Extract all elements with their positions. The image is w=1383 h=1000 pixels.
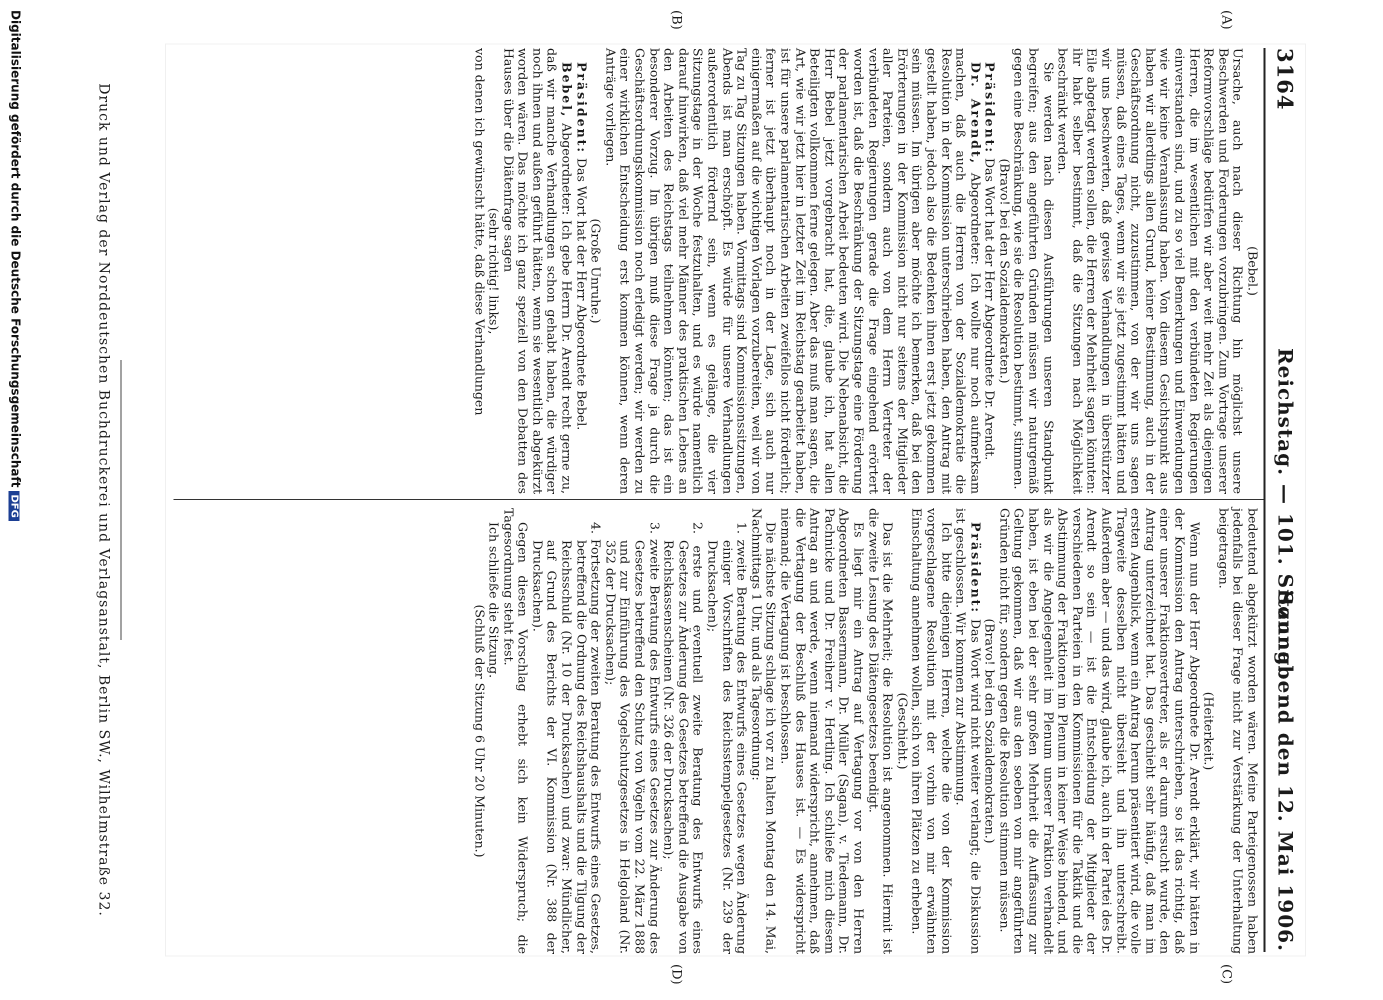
dfg-logo: DFG xyxy=(8,491,19,520)
reaction: (Heiterkeit.) xyxy=(1201,691,1217,771)
speech-text: Das Wort hat der Herr Abgeordnete Dr. Arendt. xyxy=(982,158,998,461)
header-rule xyxy=(1263,48,1265,952)
speech-text: Das Wort hat der Herr Abgeordnete Bebel. xyxy=(573,158,589,431)
paragraph: Sie werden nach diesen Ausführungen unseren Standpunkt begreifen; aus den angeführten Gründen müssen wir naturgemäß gegen eine Beschränkung, wie sie die Resolution bestimmt, stimmen. xyxy=(1011,48,1056,494)
paragraph: Es liegt mir ein Antrag auf Vertagung vor von den Herren Abgeordneten Bassermann, Dr. Müller (Sagan), v. Tiedemann, Dr. Pachnicke und Dr. Freiherr v. Hertling. Ich schließe mich diesem Antrag an und werde, wenn niemand widerspricht, annehmen, daß die Vertagung der Beschluß des Hauses ist. — Es widerspricht niemand; die Vertagung ist beschlossen. xyxy=(778,508,866,954)
paragraph: Ich schließe die Sitzung. xyxy=(486,522,502,679)
speech-arendt xyxy=(602,48,981,494)
agenda-item: 4. Fortsetzung der zweiten Beratung des Entwurfs eines Gesetzes, betreffend die Ordnung des Reichshaushalts und die Tilgung der Reichsschuld (Nr. 10 der Drucksachen) und zwar: Mündlicher, auf Grund des Berichts der VI. Kommission (Nr. 388 der Drucksachen). xyxy=(529,522,604,954)
agenda-list xyxy=(529,522,748,954)
agenda-item: 2. erste und eventuell zweite Beratung des Entwurfs eines Gesetzes zur Änderung des Gesetzes betreffend die Ausgabe von Reichskassenscheinen (Nr. 326 der Drucksachen); xyxy=(661,522,706,954)
paragraph: Ursache, auch nach dieser Richtung hin möglichst unsere Beschwerden und Forderungen vorzubringen. Zum Vortrage unserer Reformvorschläge bedürfen wir aber weit mehr Zeit als diejenigen Herren, die im wesentlichen mit den verbündeten Regierungen einverstanden sind, und zu so viel Bemerkungen und Einwendungen wie wir keine Veranlassung haben. Von diesem Gesichtspunkt aus haben wir allerdings allen Grund, keiner Bestimmung, auch in der Geschäftsordnung nicht, zuzustimmen, von der wir uns sagen müssen, daß eines Tages, wenn wir sie jetzt zugestimmt hätten und wir uns beschwerten, daß gewisse Verhandlungen in überstürzter Eile abgetagt werden sollen, die Herren der Mehrheit sagen könnten: ihr habt selber bestimmt, daß die Sitzungen nach Möglichkeit beschränkt werden. xyxy=(1055,48,1246,494)
paragraph: Wenn nun der Herr Abgeordnete Dr. Arendt erklärt, wir hätten in der Kommission den Antrag unterschrieben, so ist das richtig, daß einer unserer Fraktionsvertreter, als er darum ersucht wurde, den Antrag unterzeichnet hat. Das geschieht sehr häufig, daß man im ersten Augenblick, wenn ein Antrag herum präsentiert wird, die volle Tragweite desselben nicht übersieht und ihn unterschreibt. Außerdem aber — und das wird, glaube ich, auch in der Partei des Dr. Arendt so sein — ist die Entscheidung der Mitglieder der verschiedenen Parteien in den Kommissionen für die Taktik und die Abstimmung der Fraktionen im Plenum in keiner Weise bindend, und als wir die Angelegenheit im Plenum unserer Fraktion verhandelt haben, ist eben bei der sehr großen Mehrheit die Auffassung zur Geltung gekommen, daß wir aus den soeben von mir angeführten Gründen nicht für, sondern gegen die Resolution stimmen müssen. xyxy=(996,508,1202,954)
digitization-text: Digitalisierung gefördert durch die Deutsche Forschungsgemeinschaft xyxy=(8,10,22,488)
president-remark xyxy=(953,508,982,954)
agenda-item: 1. zweite Beratung des Entwurfs eines Gesetzes wegen Änderung einiger Vorschriften des Reichsstempelgesetzes (Nr. 239 der Drucksachen); xyxy=(705,522,750,954)
speech-text: Das Wort wird nicht weiter verlangt; die Diskussion ist geschlossen. Wir kommen zur Abstimmung. xyxy=(953,508,983,954)
paragraph: Gegen diesen Vorschlag erhebt sich kein Widerspruch; die Tagesordnung steht fest. xyxy=(500,508,531,954)
margin-mark-a: (A) xyxy=(1218,10,1233,30)
session-date: Sonnabend den 12. Mai 1906. xyxy=(1273,590,1297,952)
paragraph: Das ist die Mehrheit; die Resolution ist angenommen. Hiermit ist die zweite Lesung des Diätengesetzes beendigt. xyxy=(865,508,896,954)
right-column xyxy=(471,508,1259,954)
speaker-label: Präsident: xyxy=(967,522,983,615)
margin-mark-b: (B) xyxy=(668,10,683,30)
digitization-notice xyxy=(8,10,22,521)
reaction: (Bravo! bei den Sozialdemokraten.) xyxy=(982,618,998,844)
paragraph: Ich bitte diejenigen Herren, welche die von der Kommission vorgeschlagene Resolution mit der vorhin von mir erwähnten Einschaltung annehmen wollen, sich von ihren Plätzen zu erheben. xyxy=(909,508,954,954)
speaker-tag: (Bebel.) xyxy=(1245,246,1260,296)
reaction: (Geschieht.) xyxy=(894,692,910,770)
speech-text: Ich wollte nur noch aufmerksam machen, daß auch die Herren von der Sozialdemokratie die Resolution in der Kommission unterschrieben haben, den Antrag mit gestellt haben, jedoch also die Bedenken ihnen erst jetzt gekommen sein müssen. Im übrigen aber möchte ich bemerken, daß bei den Erörterungen in der Kommission nicht nur seitens der Mitglieder aller Parteien, sondern auch von dem Herrn Vertreter der verbündeten Regierungen gerade die Frage eingehend erörtert worden ist, daß die Beschränkung der Sitzungstage eine Förderung der parlamentarischen Arbeit bedeuten wird. Die Nebenabsicht, die Herr Bebel jetzt vorgebracht hat, die, glaube ich, hat allen Beteiligten vollkommen ferne gelegen. Aber das muß man sagen, die Art, wie wir jetzt hier in letzter Zeit im Reichstag gearbeitet haben, ist für unsere parlamentarischen Arbeiten zweifellos nicht förderlich; ferner ist jetzt überhaupt noch in der Lage, sich auch nur einigermaßen auf die wichtigen Vorlagen vorzubereiten, weil wir von Tag zu Tag Sitzungen haben. Vormittags sind Kommissionssitzungen, Abends ist man erschöpft. Es würde für unsere Verhandlungen außerordentlich fördernd sein, wenn es gelänge, die vier Sitzungstage in der Woche festzuhalten, und es würde namentlich darauf hinwirken, daß viel mehr Männer des praktischen Lebens an den Arbeiten des Reichstags teilnehmen könnten; das ist ein besonderer Vorzug. Im übrigen muß diese Frage ja durch die Geschäftsordnungskommission noch erledigt werden; wir werden zu einer wirklichen Entscheidung erst kommen können, wenn deren Anträge vorliegen. xyxy=(602,48,983,494)
footer-rule xyxy=(120,360,121,640)
reaction: (sehr richtig! links), xyxy=(486,207,502,335)
session-title: Reichstag. — 101. Sitzung. xyxy=(1273,348,1297,675)
printer-imprint: Druck und Verlag der Norddeutschen Buchdruckerei und Verlagsanstalt, Berlin SW., Wilhelmstraße 32. xyxy=(95,83,111,917)
margin-mark-d: (D) xyxy=(668,964,683,985)
paragraph: Die nächste Sitzung schlage ich vor zu halten Montag den 14. Mai, Nachmittags 1 Uhr, und als Tagesordnung: xyxy=(748,508,779,954)
session-closing: (Schluß der Sitzung 6 Uhr 20 Minuten.) xyxy=(471,604,487,858)
president-remark xyxy=(573,48,588,494)
reaction: (Große Unruhe.) xyxy=(588,218,604,324)
reaction: (Bravo! bei den Sozialdemokraten.) xyxy=(996,158,1012,384)
speaker-label: Dr. Arendt, xyxy=(967,62,983,166)
speaker-label: Präsident: xyxy=(982,62,998,155)
page-number: 3164 xyxy=(1272,48,1297,111)
margin-mark-c: (C) xyxy=(1218,964,1233,985)
paragraph: von denen ich gewünscht hätte, daß diese Verhandlungen xyxy=(471,48,487,416)
speaker-label: Bebel, xyxy=(559,62,575,119)
speaker-role: Abgeordneter: xyxy=(559,123,575,216)
paragraph: bedeutend abgekürzt worden wären. Meine Parteigenossen haben jedenfalls bei dieser Frage nicht zur Verstärkung der Unterhaltung beigetragen. xyxy=(1215,508,1260,954)
speech-text: Ich gebe Herrn Dr. Arendt recht gerne zu, daß wir manche Verhandlungen schon gehabt haben, die würdiger noch ihnen und außen geführt hätten, wenn sie wesentlich abgekürzt worden wären. Das möchte ich ganz speziell von den Debatten des Hauses über die Diätenfrage sagen xyxy=(500,48,575,494)
left-column xyxy=(471,48,1259,494)
president-remark xyxy=(982,48,997,494)
speech-bebel xyxy=(500,48,573,494)
page-header xyxy=(1267,48,1301,952)
column-divider xyxy=(173,499,1263,500)
speaker-role: Abgeordneter: xyxy=(967,172,983,265)
speaker-label: Präsident: xyxy=(573,62,589,155)
agenda-item: 3. zweite Beratung des Entwurfs eines Gesetzes zur Änderung des Gesetzes betreffend den Schutz von Vögeln vom 22. März 1888 und zur Einführung des Vogelschutzgesetzes in Helgoland (Nr. 352 der Drucksachen); xyxy=(602,522,662,954)
